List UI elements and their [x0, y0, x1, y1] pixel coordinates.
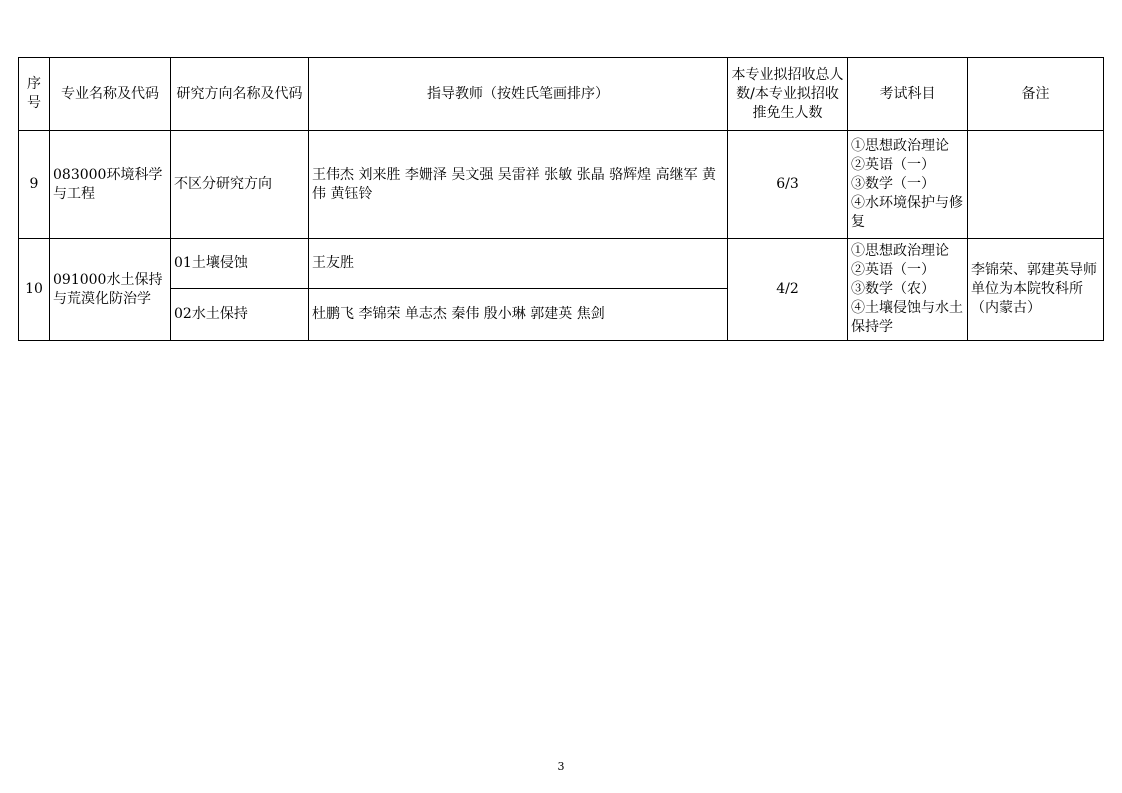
row-direction: 02水土保持: [171, 289, 309, 341]
header-major: 专业名称及代码: [50, 58, 171, 131]
row-notes: [968, 131, 1104, 239]
row-seq: 10: [19, 239, 50, 341]
row-seq: 9: [19, 131, 50, 239]
row-advisors: 杜鹏飞 李锦荣 单志杰 秦伟 殷小琳 郭建英 焦剑: [309, 289, 728, 341]
row-exams: [848, 239, 968, 341]
header-exams: 考试科目: [848, 58, 968, 131]
row-direction: 01土壤侵蚀: [171, 239, 309, 289]
exam-item: ③数学（农）: [851, 281, 935, 297]
table-row: [19, 131, 1104, 239]
row-advisors: 王友胜: [309, 239, 728, 289]
row-advisors: 王伟杰 刘来胜 李姗泽 吴文强 吴雷祥 张敏 张晶 骆辉煌 高继军 黄伟 黄钰铃: [309, 131, 728, 239]
exam-item: ②英语（一）: [851, 262, 935, 278]
row-major: 083000环境科学与工程: [50, 131, 171, 239]
exam-item: ①思想政治理论: [851, 243, 949, 259]
header-direction: 研究方向名称及代码: [171, 58, 309, 131]
page-number: 3: [557, 760, 565, 773]
row-quota: 6/3: [728, 131, 848, 239]
header-advisors: 指导教师（按姓氏笔画排序）: [309, 58, 728, 131]
exam-item: ④水环境保护与修复: [851, 195, 963, 230]
header-row: [19, 58, 1104, 131]
row-major: 091000水土保持与荒漠化防治学: [50, 239, 171, 341]
header-notes: 备注: [968, 58, 1104, 131]
exam-item: ②英语（一）: [851, 157, 935, 173]
exam-item: ①思想政治理论: [851, 138, 949, 154]
row-direction: 不区分研究方向: [171, 131, 309, 239]
header-seq: 序号: [19, 58, 50, 131]
row-notes: 李锦荣、郭建英导师单位为本院牧科所（内蒙古）: [968, 239, 1104, 341]
exam-item: ④土壤侵蚀与水土保持学: [851, 300, 963, 335]
row-quota: 4/2: [728, 239, 848, 341]
table-row: [19, 239, 1104, 289]
exam-item: ③数学（一）: [851, 176, 935, 192]
admissions-table: [18, 57, 1104, 341]
row-exams: [848, 131, 968, 239]
header-quota: 本专业拟招收总人数/本专业拟招收推免生人数: [728, 58, 848, 131]
